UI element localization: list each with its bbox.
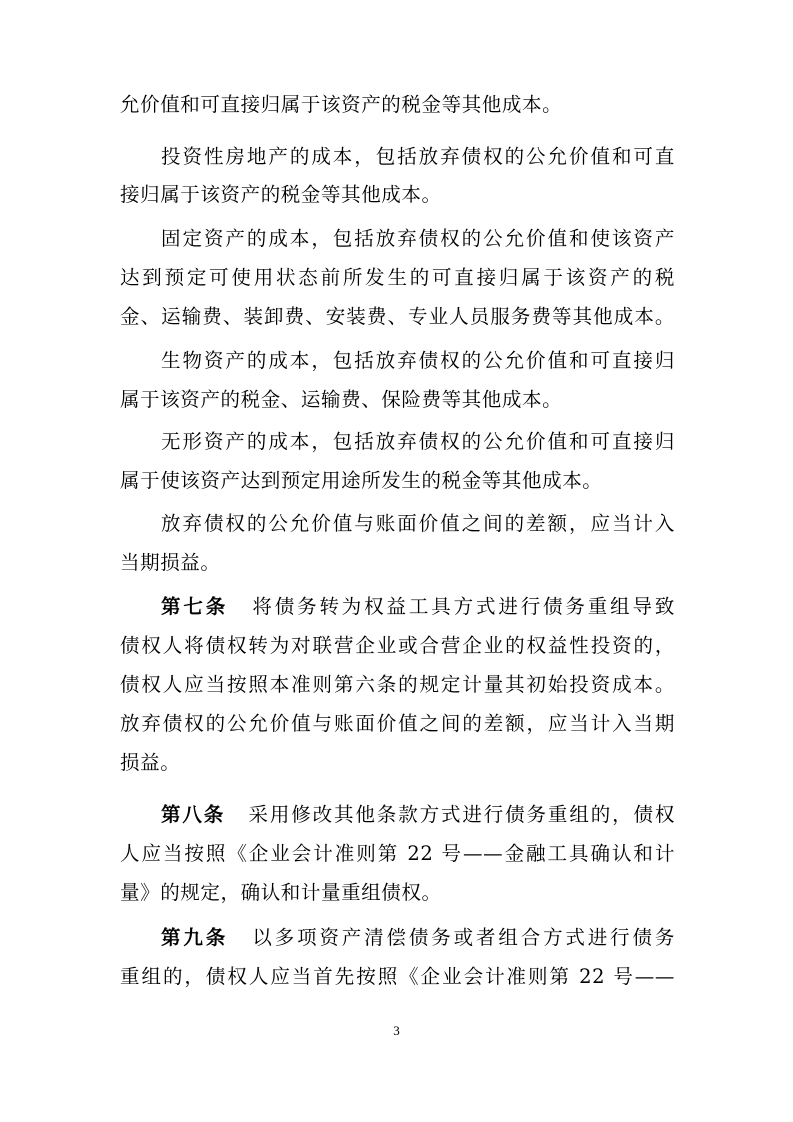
page-number: 3 (393, 1023, 400, 1038)
text-line: 人应当按照《企业会计准则第 22 号——金融工具确认和计 (120, 842, 675, 865)
text-line: 重组的，债权人应当首先按照《企业会计准则第 22 号—— (120, 965, 675, 988)
article-heading: 第九条 (161, 926, 229, 949)
text-line: 达到预定可使用状态前所发生的可直接归属于该资产的税 (120, 266, 675, 289)
text-line: 金、运输费、装卸费、安装费、专业人员服务费等其他成本。 (120, 305, 675, 328)
text-line: 采用修改其他条款方式进行债务重组的，债权 (247, 803, 675, 826)
article-9-line (161, 925, 675, 951)
text-line: 属于该资产的税金、运输费、保险费等其他成本。 (120, 388, 563, 411)
text-line: 放弃债权的公允价值与账面价值之间的差额，应当计入当期 (120, 712, 675, 735)
article-7-line (161, 594, 675, 620)
article-heading: 第八条 (161, 803, 226, 826)
text-line: 允价值和可直接归属于该资产的税金等其他成本。 (120, 93, 563, 116)
text-line: 量》的规定，确认和计量重组债权。 (120, 881, 442, 904)
text-line: 无形资产的成本，包括放弃债权的公允价值和可直接归 (161, 430, 675, 453)
text-line: 将债务转为权益工具方式进行债务重组导致 (250, 595, 675, 618)
text-line: 生物资产的成本，包括放弃债权的公允价值和可直接归 (161, 349, 675, 372)
text-line: 固定资产的成本，包括放弃债权的公允价值和使该资产 (161, 227, 675, 250)
text-line: 以多项资产清偿债务或者组合方式进行债务 (250, 926, 675, 949)
text-line: 投资性房地产的成本，包括放弃债权的公允价值和可直 (161, 145, 675, 168)
text-line: 当期损益。 (120, 551, 221, 574)
text-line: 接归属于该资产的税金等其他成本。 (120, 183, 442, 206)
text-line: 损益。 (120, 751, 181, 774)
text-line: 放弃债权的公允价值与账面价值之间的差额，应当计入 (161, 512, 675, 535)
text-line: 债权人应当按照本准则第六条的规定计量其初始投资成本。 (120, 673, 675, 696)
text-line: 属于使该资产达到预定用途所发生的税金等其他成本。 (120, 469, 603, 492)
text-line: 债权人将债权转为对联营企业或合营企业的权益性投资的， (120, 634, 675, 657)
article-heading: 第七条 (161, 595, 229, 618)
article-8-line (161, 802, 675, 828)
